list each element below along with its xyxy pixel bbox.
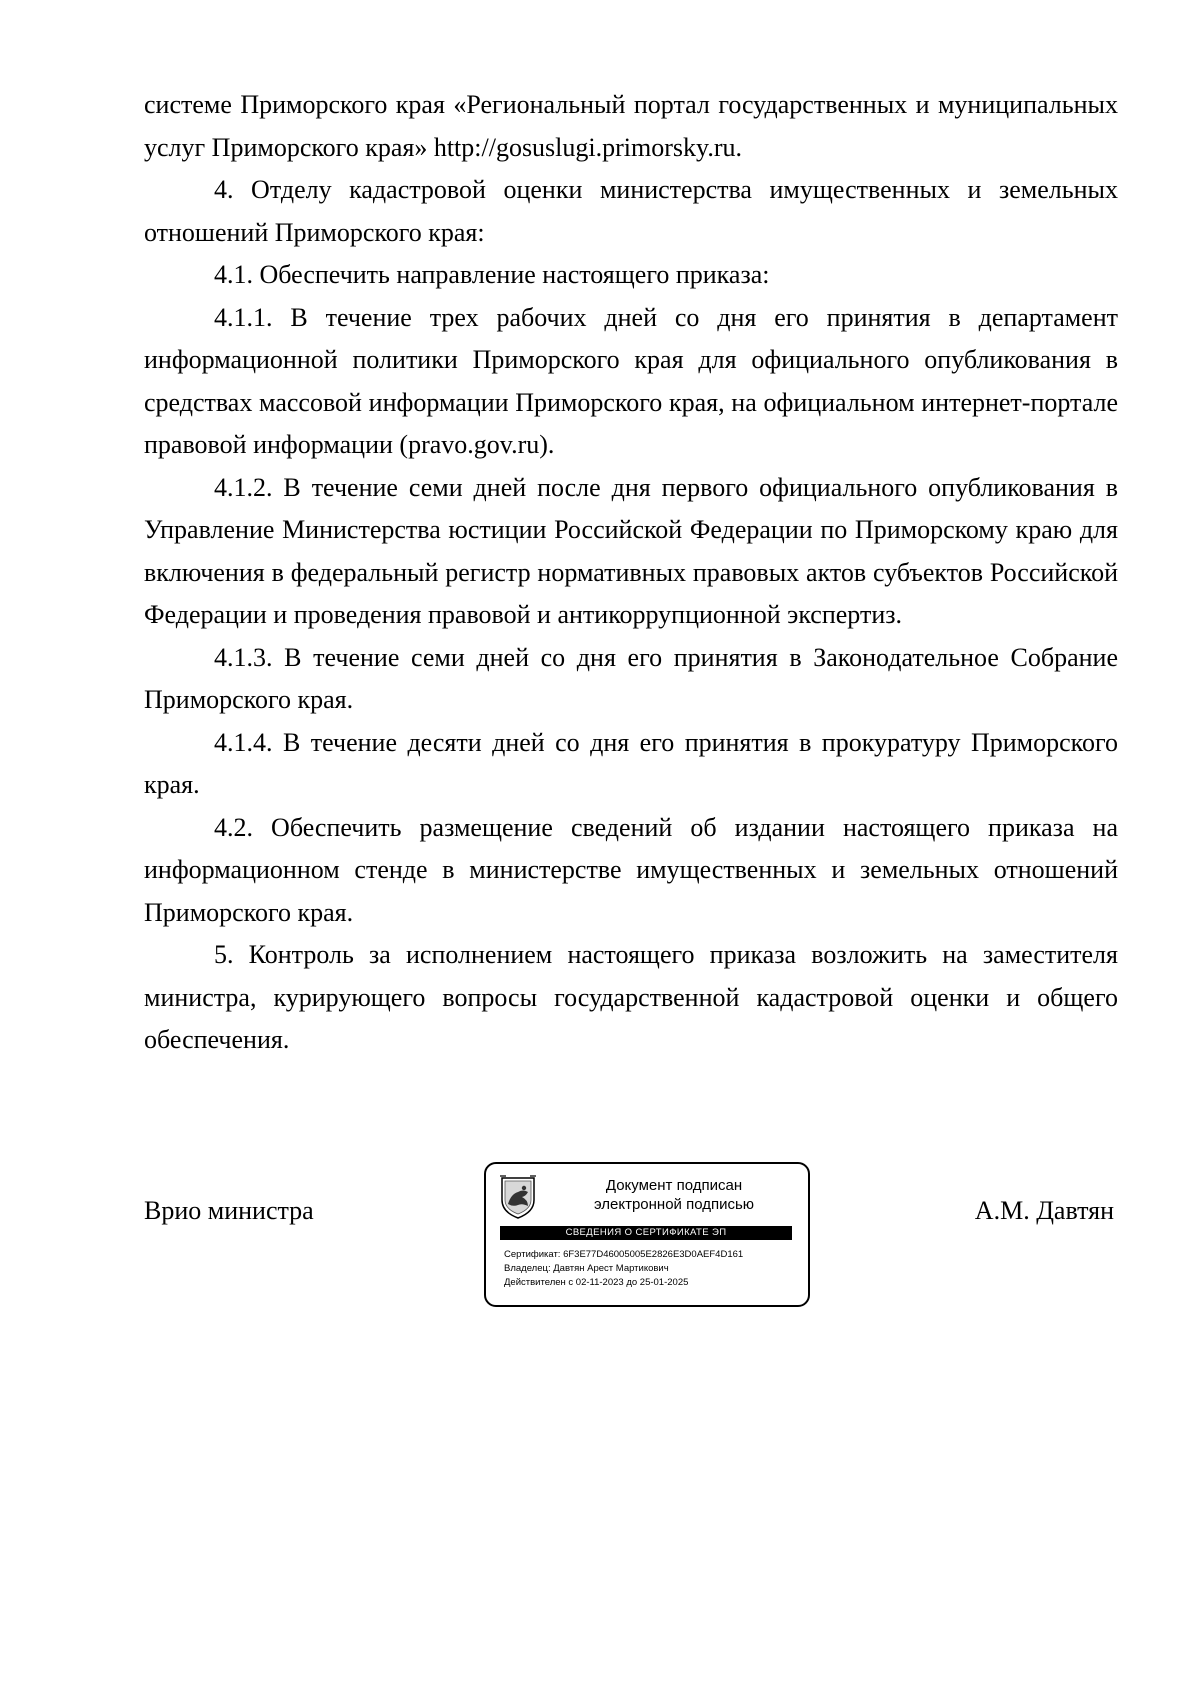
document-body: [144, 84, 1118, 1062]
stamp-title-line: электронной подписью: [593, 1196, 755, 1213]
certificate-details: [504, 1248, 800, 1290]
certificate-number: Сертификат: 6F3E77D46005005E2826E3D0AEF4D161: [504, 1249, 744, 1260]
signatory-position: Врио министра: [144, 1196, 314, 1225]
stamp-title: [550, 1176, 798, 1214]
paragraph-item-4-1-3: 4.1.3. В течение семи дней со дня его принятия в Законодательное Собрание Приморского края.: [144, 642, 1118, 714]
certificate-validity: Действителен с 02-11-2023 до 25-01-2025: [504, 1277, 689, 1288]
paragraph-item-4-1-2: 4.1.2. В течение семи дней после дня первого официального опубликования в Управление Министерства юстиции Российской Федерации по Приморскому краю для включения в федеральный регистр нормативных правовых актов субъектов Российской Федерации и проведения правовой и антикоррупционной экспертиз.: [144, 472, 1118, 629]
signatory-name: А.М. Давтян: [974, 1196, 1114, 1225]
paragraph-item-4-2: 4.2. Обеспечить размещение сведений об издании настоящего приказа на информационном стенде в министерстве имущественных и земельных отношений Приморского края.: [144, 812, 1118, 927]
certificate-owner: Владелец: Давтян Арест Мартикович: [504, 1263, 669, 1274]
paragraph-item-4-1: 4.1. Обеспечить направление настоящего приказа:: [214, 260, 770, 289]
paragraph-item-4: 4. Отделу кадастровой оценки министерства имущественных и земельных отношений Приморского края:: [144, 175, 1118, 247]
certificate-info-bar: СВЕДЕНИЯ О СЕРТИФИКАТЕ ЭП: [500, 1226, 792, 1240]
stamp-title-line: Документ подписан: [605, 1177, 743, 1194]
coat-of-arms-icon: [498, 1174, 538, 1220]
paragraph-item-4-1-1: 4.1.1. В течение трех рабочих дней со дня его принятия в департамент информационной политики Приморского края для официального опубликования в средствах массовой информации Приморского края, на официальном интернет-портале правовой информации (pravo.gov.ru).: [144, 302, 1118, 459]
paragraph-item-5: 5. Контроль за исполнением настоящего приказа возложить на заместителя министра, курирующего вопросы государственной кадастровой оценки и общего обеспечения.: [144, 940, 1118, 1054]
paragraph: системе Приморского края «Региональный портал государственных и муниципальных услуг Приморского края» http://gosuslugi.primorsky.ru.: [144, 90, 1118, 162]
paragraph-item-4-1-4: 4.1.4. В течение десяти дней со дня его принятия в прокуратуру Приморского края.: [144, 727, 1118, 799]
electronic-signature-stamp: [484, 1162, 810, 1307]
